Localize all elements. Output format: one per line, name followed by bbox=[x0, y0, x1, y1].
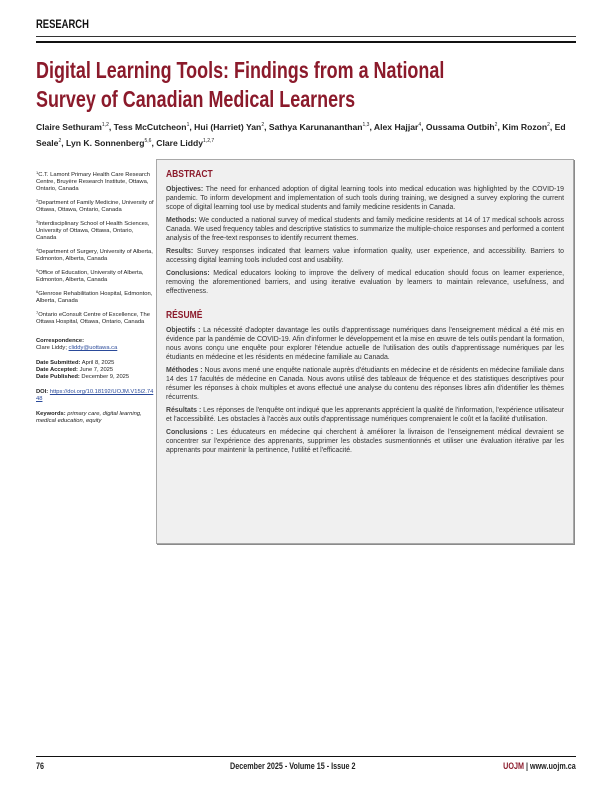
author bbox=[194, 122, 264, 132]
resume-heading: RÉSUMÉ bbox=[166, 310, 203, 321]
date-published-label: Date Published: bbox=[36, 374, 80, 380]
date-accepted-label: Date Accepted: bbox=[36, 367, 78, 373]
author-name: Sathya Karunananthan bbox=[268, 122, 363, 132]
abstract-box bbox=[156, 159, 574, 544]
page-number: 76 bbox=[36, 761, 45, 771]
abstract-conclusions bbox=[166, 269, 564, 296]
doi-label: DOI: bbox=[36, 389, 50, 395]
methodes-label: Méthodes : bbox=[166, 367, 203, 374]
author-affiliation-mark: 2 bbox=[547, 122, 550, 128]
conclusions-text: Medical educators looking to improve the delivery of medical education should focus on learner experience, removing the aforementioned barriers, and using iterative evaluation by learners to maintain relevance, usefulness, and effectiveness. bbox=[166, 270, 564, 295]
author-affiliation-mark: 2 bbox=[261, 122, 265, 128]
journal-brand: UOJM bbox=[503, 761, 525, 771]
affiliations bbox=[36, 169, 154, 326]
author-affiliation-mark: 2 bbox=[58, 138, 62, 144]
website-link[interactable]: www.uojm.ca bbox=[530, 761, 576, 771]
affiliation-number: 7 bbox=[36, 310, 39, 315]
methodes-text: Nous avons mené une enquête nationale auprès d'étudiants en médecine et de résidents en médecine familiale dans 14 des 17 facultés de médecine en Canada. Nous avons utilisé des tableaux de fréquence et des statistiques descriptives pour résumer les réponses à choix multiples et avons effectué une analyse du contenu des réponses libres afin d'identifier les thèmes récurrents. bbox=[166, 367, 565, 401]
date-submitted-label: Date Submitted: bbox=[36, 360, 81, 366]
author-name: Kim Rozon bbox=[502, 122, 548, 132]
author-name: Oussama Outbih bbox=[425, 122, 495, 132]
dates bbox=[36, 360, 154, 381]
author bbox=[269, 122, 370, 132]
affiliation-text: Glenrose Rehabilitation Hospital, Edmonton, Alberta, Canada bbox=[36, 291, 153, 304]
author-name: Claire Sethuram bbox=[36, 122, 102, 132]
affiliation bbox=[36, 218, 154, 242]
resume-objectifs bbox=[166, 326, 564, 362]
author bbox=[36, 122, 109, 132]
journal-site bbox=[503, 761, 576, 771]
author-affiliation-mark: 1,2,7 bbox=[203, 138, 215, 144]
abstract-heading: ABSTRACT bbox=[166, 169, 213, 180]
affiliation bbox=[36, 169, 154, 193]
author-name: Tess McCutcheon bbox=[113, 122, 187, 132]
affiliation-text: Ontario eConsult Centre of Excellence, The Ottawa Hospital, Ottawa, Ontario, Canada bbox=[36, 312, 150, 325]
author-affiliation-mark: 1,3 bbox=[362, 122, 370, 128]
correspondence-email-link[interactable]: cliddy@uottawa.ca bbox=[68, 345, 118, 351]
author-list: Claire Sethuram$^{1,2}$, Tess McCutcheon$^1$, Hui (Harriet) Yan$^2$, Sathya Karunananthan$^{1,3}$, Alex Hajjar$^4$, Oussama Outbih$^2$, Kim Rozon$^2$, Ed Seale$^2$, Lyn K. Sonnenberg$^{5,6}$, Clare Liddy$^{1,2,7}$ bbox=[36, 122, 566, 148]
affiliation-number: 1 bbox=[36, 170, 39, 175]
affiliation-number: 3 bbox=[36, 219, 39, 224]
resume-methodes bbox=[166, 366, 564, 402]
affiliation-number: 2 bbox=[36, 198, 39, 203]
affiliation-text: C.T. Lamont Primary Health Care Research Centre, Bruyère Research Institute, Ottawa, Ontario, Canada bbox=[36, 172, 151, 192]
author bbox=[502, 122, 550, 132]
author-affiliation-mark: 2 bbox=[494, 122, 498, 128]
abstract-objectives bbox=[166, 185, 564, 212]
keywords-label: Keywords: bbox=[36, 411, 66, 417]
doi-link[interactable]: https://doi.org/10.18192/UOJM.V15i2.7448 bbox=[36, 389, 154, 402]
affiliation bbox=[36, 246, 154, 263]
resultats-label: Résultats : bbox=[166, 407, 202, 414]
author-affiliation-mark: 1 bbox=[186, 122, 190, 128]
objectifs-text: La nécessité d'adopter davantage les outils d'apprentissage numériques dans l'enseignement médical a été mis en évidence par la pandémie de COVID-19. Afin d'informer le développement et la mise en œuvre de tels outils pendant la formation, nous avons conçu une enquête pour explorer l'étendue actuelle de l'utilisation des outils d'apprentissage numériques par les étudiants en médecine et les résidents en médecine familiale au Canada. bbox=[166, 327, 564, 361]
affiliation bbox=[36, 288, 154, 305]
doi bbox=[36, 389, 154, 403]
resume-resultats bbox=[166, 406, 564, 424]
author-affiliation-mark: 5,6 bbox=[144, 138, 152, 144]
author-name: Lyn K. Sonnenberg bbox=[66, 138, 145, 148]
section-label: RESEARCH bbox=[36, 19, 89, 31]
keywords-text: primary care, digital learning, medical education, equity bbox=[36, 411, 142, 424]
date-published: December 9, 2025 bbox=[79, 374, 130, 380]
author bbox=[374, 122, 421, 132]
header-rule-thick bbox=[36, 41, 576, 43]
footer-separator: | bbox=[524, 761, 531, 771]
objectives-text: The need for enhanced adoption of digital learning tools into medical education was highlighted by the COVID-19 pandemic. To inform development and implementation of such tools during training, we designed a survey exploring the current scope of digital learning tool use by medical students and family medicine residents in Canada. bbox=[166, 186, 564, 211]
author bbox=[114, 122, 190, 132]
sidebar bbox=[36, 169, 154, 425]
article-title bbox=[36, 56, 473, 114]
footer-rule bbox=[36, 756, 576, 757]
affiliation-number: 4 bbox=[36, 247, 39, 252]
affiliation-text: Office of Education, University of Alberta, Edmonton, Alberta, Canada bbox=[36, 270, 144, 283]
date-submitted: April 8, 2025 bbox=[80, 360, 115, 366]
title-line-2: Survey of Canadian Medical Learners bbox=[36, 86, 356, 112]
resume-conclusions-text: Les éducateurs en médecine qui cherchent à améliorer la livraison de l'enseignement médical devraient se concentrer sur l'expérience des apprenants, supprimer les obstacles susmentionnés et utiliser une évaluation itérative par les apprenants pour maintenir la pertinence, l'utilité et l'efficacité. bbox=[166, 429, 564, 454]
affiliation bbox=[36, 197, 154, 214]
conclusions-label: Conclusions: bbox=[166, 270, 210, 277]
abstract-methods bbox=[166, 216, 564, 243]
author-name: Ed Seale bbox=[36, 122, 566, 148]
author bbox=[426, 122, 498, 132]
author bbox=[156, 138, 214, 148]
resume-conclusions-label: Conclusions : bbox=[166, 429, 214, 436]
author-name: Hui (Harriet) Yan bbox=[194, 122, 262, 132]
methods-text: We conducted a national survey of medical students and family medicine residents at 14 of 17 medical schools across Canada. We used frequency tables and descriptive statistics to summarize the multiple-choice responses and performed a content analysis of the free-text responses to identify recurrent themes. bbox=[166, 217, 564, 242]
methods-label: Methods: bbox=[166, 217, 197, 224]
results-label: Results: bbox=[166, 248, 194, 255]
resume-conclusions bbox=[166, 428, 564, 455]
objectifs-label: Objectifs : bbox=[166, 327, 201, 334]
abstract-results bbox=[166, 247, 564, 265]
resultats-text: Les réponses de l'enquête ont indiqué que les apprenants apprécient la qualité de l'information, l'expérience utilisateur et l'accessibilité. Les obstacles à l'accès aux outils d'apprentissage numériques comprenaient le coût et la facilité d'utilisation. bbox=[166, 407, 564, 423]
results-text: Survey responses indicated that learners value information quality, user experience, and accessibility. Barriers to accessing digital learning tools included cost and usability. bbox=[166, 248, 564, 264]
affiliation-number: 5 bbox=[36, 268, 39, 273]
affiliation bbox=[36, 309, 154, 326]
author bbox=[66, 138, 151, 148]
author-name: Clare Liddy bbox=[156, 138, 204, 148]
author-affiliation-mark: 4 bbox=[418, 122, 422, 128]
correspondence bbox=[36, 338, 154, 352]
correspondence-label: Correspondence: bbox=[36, 338, 84, 344]
affiliation-number: 6 bbox=[36, 289, 39, 294]
objectives-label: Objectives: bbox=[166, 186, 204, 193]
date-accepted: June 7, 2025 bbox=[78, 367, 114, 373]
header-rule-thin bbox=[36, 36, 576, 37]
affiliation-text: Interdisciplinary School of Health Sciences, University of Ottawa, Ottawa, Ontario, Canada bbox=[36, 221, 150, 241]
affiliation-text: Department of Family Medicine, University of Ottawa, Ottawa, Ontario, Canada bbox=[36, 200, 154, 213]
issue-info: December 2025 - Volume 15 - Issue 2 bbox=[230, 761, 356, 771]
affiliation bbox=[36, 267, 154, 284]
keywords bbox=[36, 411, 154, 425]
affiliation-text: Department of Surgery, University of Alberta, Edmonton, Alberta, Canada bbox=[36, 249, 153, 262]
author-name: Alex Hajjar bbox=[373, 122, 419, 132]
author-affiliation-mark: 1,2 bbox=[101, 122, 109, 128]
title-line-1: Digital Learning Tools: Findings from a National bbox=[36, 57, 445, 83]
correspondence-name: Clare Liddy; bbox=[36, 345, 69, 351]
